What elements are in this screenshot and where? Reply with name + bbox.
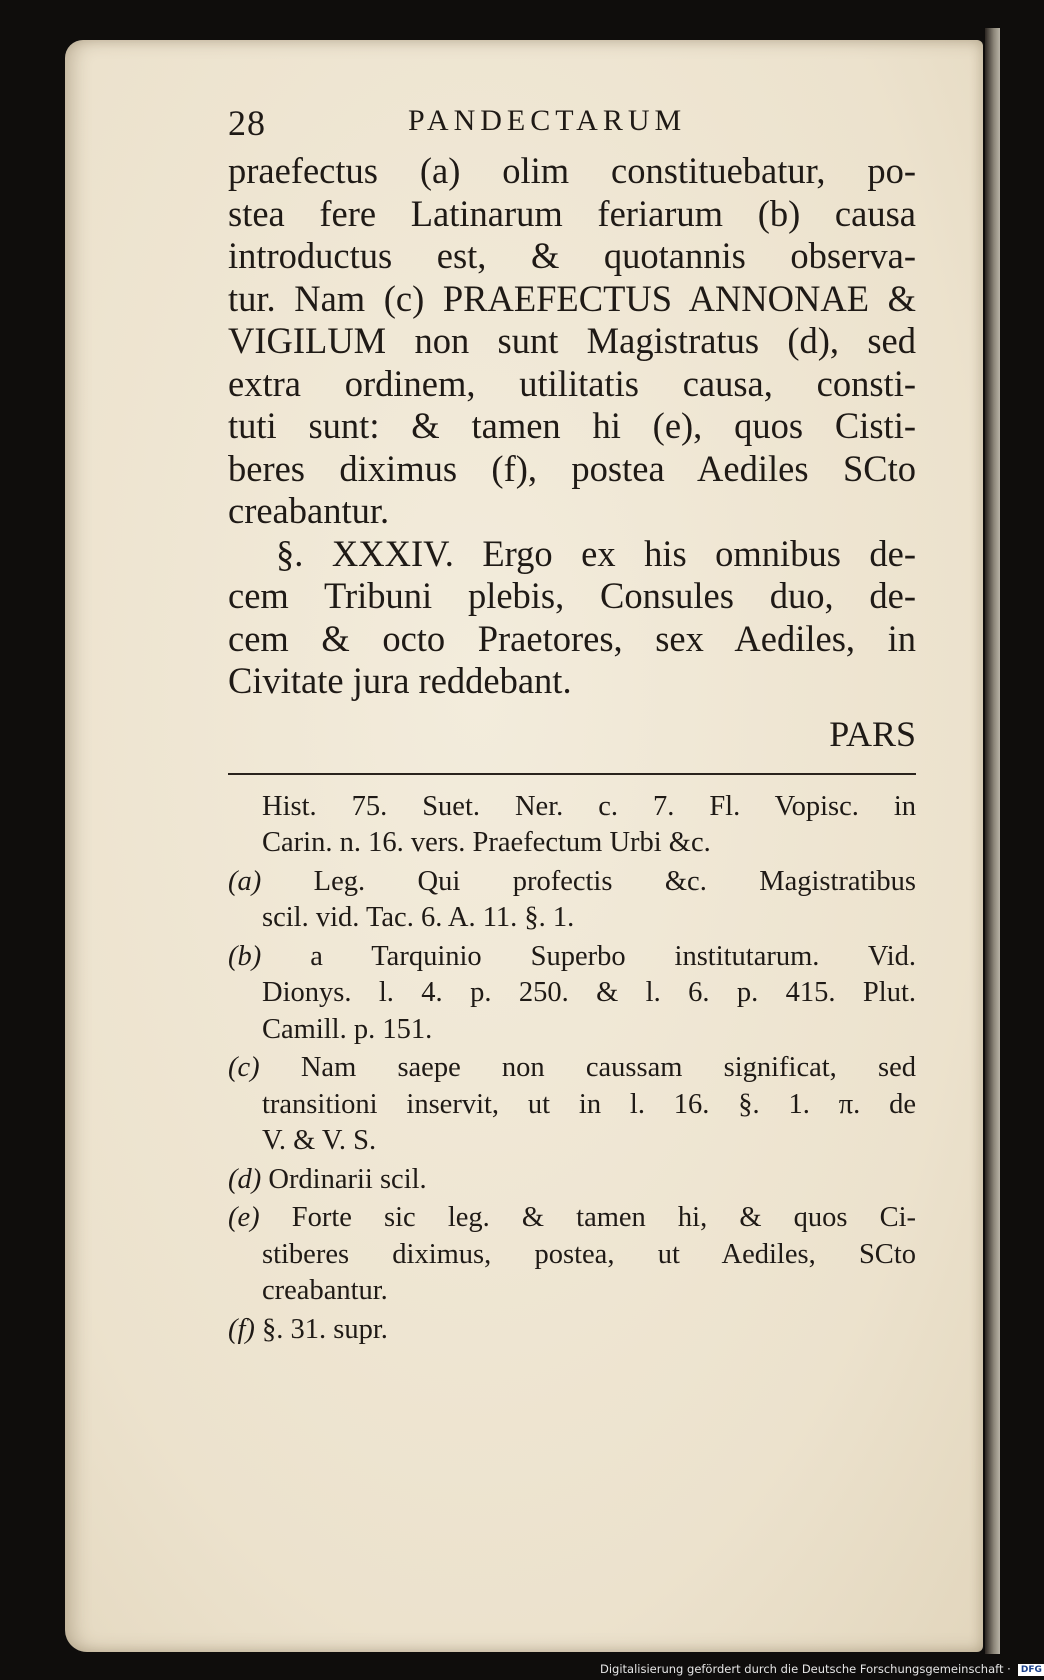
credit-text: Digitalisierung gefördert durch die Deutsche Forschungsgemeinschaft · bbox=[600, 1662, 1011, 1676]
running-head bbox=[228, 100, 916, 150]
text-line: beres diximus (f), postea Aediles SCto bbox=[228, 447, 916, 489]
digitization-credit bbox=[600, 1658, 1042, 1680]
footnote-c bbox=[228, 1050, 916, 1160]
footnote-line: V. & V. S. bbox=[262, 1125, 377, 1156]
footnote-marker: (f) bbox=[228, 1313, 255, 1345]
text-line: creabantur. bbox=[228, 490, 390, 531]
footnote-line: a Tarquinio Superbo institutarum. Vid. bbox=[310, 940, 916, 972]
text-line: stea fere Latinarum feriarum (b) causa bbox=[228, 192, 916, 234]
catchword: PARS bbox=[829, 713, 916, 754]
scan-edge bbox=[985, 28, 1000, 1654]
footnote-rule bbox=[228, 773, 916, 775]
footnote-marker: (d) bbox=[228, 1163, 262, 1195]
footnote-marker: (a) bbox=[228, 865, 262, 897]
footnote-a bbox=[228, 864, 916, 937]
text-line: tuti sunt: & tamen hi (e), quos Cisti- bbox=[228, 405, 916, 446]
footnote-line: Camill. p. 151. bbox=[262, 1013, 433, 1045]
footnote-line: stiberes diximus, postea, ut Aediles, SCto bbox=[262, 1238, 916, 1270]
main-text bbox=[228, 150, 916, 703]
text-line: introductus est, & quotannis observa- bbox=[228, 235, 916, 276]
footnote-marker: (b) bbox=[228, 940, 262, 972]
text-line: cem & octo Praetores, sex Aediles, in bbox=[228, 617, 916, 659]
footnote-line: creabantur. bbox=[262, 1275, 388, 1306]
footnote-line: Forte sic leg. & tamen hi, & quos Ci- bbox=[291, 1202, 916, 1233]
dfg-logo-icon: DFG bbox=[1018, 1664, 1044, 1676]
footnote-e bbox=[228, 1200, 916, 1310]
footnote-line: Dionys. l. 4. p. 250. & l. 6. p. 415. Plut. bbox=[262, 977, 916, 1008]
paragraph-1 bbox=[228, 150, 916, 533]
footnote-line: Hist. 75. Suet. Ner. c. 7. Fl. Vopisc. in bbox=[262, 790, 916, 822]
footnote-line: Leg. Qui profectis &c. Magistratibus bbox=[313, 865, 916, 897]
footnote-f bbox=[228, 1312, 916, 1349]
footnote-b bbox=[228, 939, 916, 1049]
text-line: VIGILUM non sunt Magistratus (d), sed bbox=[228, 320, 916, 361]
running-title: PANDECTARUM bbox=[408, 104, 687, 137]
footnote-line: Nam saepe non caussam significat, sed bbox=[300, 1052, 916, 1083]
text-line: tur. Nam (c) PRAEFECTUS ANNONAE & bbox=[228, 277, 916, 319]
page-content bbox=[228, 100, 916, 1350]
page-number: 28 bbox=[228, 103, 266, 143]
footnote-carryover bbox=[228, 789, 916, 862]
footnote-line: transitioni inservit, ut in l. 16. §. 1. π. de bbox=[262, 1088, 916, 1120]
text-line: praefectus (a) olim constituebatur, po- bbox=[228, 150, 916, 191]
footnote-line: Carin. n. 16. vers. Praefectum Urbi &c. bbox=[262, 827, 711, 858]
text-line: cem Tribuni plebis, Consules duo, de- bbox=[228, 575, 916, 616]
footnote-d bbox=[228, 1162, 916, 1199]
footnote-line: Ordinarii scil. bbox=[268, 1163, 427, 1195]
paragraph-2 bbox=[228, 533, 916, 703]
text-line: Civitate jura reddebant. bbox=[228, 660, 572, 701]
footnote-line: §. 31. supr. bbox=[262, 1313, 388, 1345]
footnotes bbox=[228, 789, 916, 1349]
footnote-marker: (c) bbox=[228, 1052, 260, 1083]
footnote-marker: (e) bbox=[228, 1202, 260, 1233]
text-line: §. XXXIV. Ergo ex his omnibus de- bbox=[276, 532, 916, 574]
text-line: extra ordinem, utilitatis causa, consti- bbox=[228, 362, 916, 404]
footnote-line: scil. vid. Tac. 6. A. 11. §. 1. bbox=[262, 902, 575, 933]
